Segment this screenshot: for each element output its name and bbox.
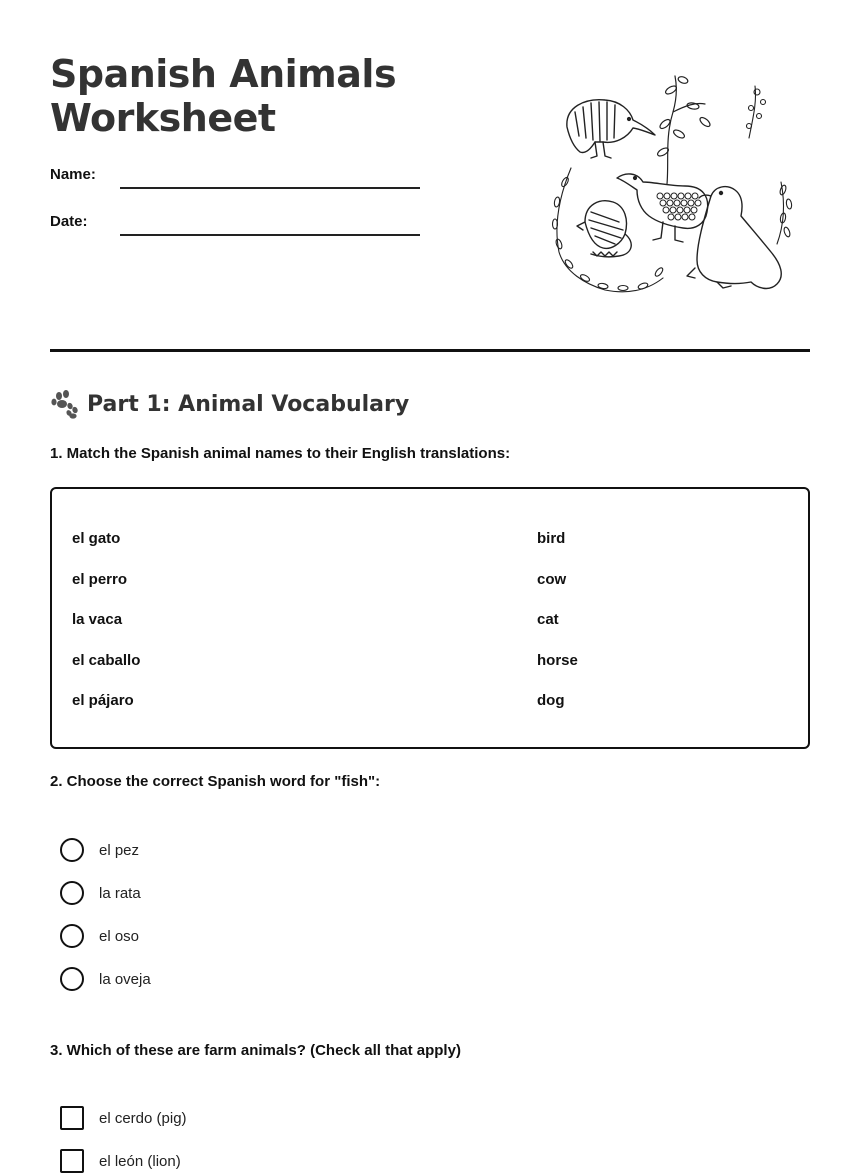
left-foliage-illustration [553, 168, 665, 292]
spanish-word[interactable]: el caballo [72, 651, 141, 669]
scaly-bird-illustration [617, 174, 708, 242]
spanish-word[interactable]: la vaca [72, 611, 123, 628]
checkbox[interactable] [60, 1149, 84, 1173]
date-field[interactable] [120, 234, 420, 236]
part1-heading [50, 386, 409, 422]
plant-illustration [656, 75, 711, 184]
radio-button[interactable] [60, 967, 84, 991]
right-foliage-illustration [777, 182, 792, 244]
option-label: el cerdo (pig) [99, 1109, 187, 1127]
option-label: la oveja [99, 970, 151, 988]
english-word[interactable]: horse [537, 651, 578, 669]
option-label: la rata [99, 884, 141, 902]
english-word[interactable]: dog [537, 692, 565, 709]
q2-option[interactable] [60, 923, 139, 949]
flower-illustration [747, 86, 766, 138]
option-label: el oso [99, 927, 140, 945]
matching-box [50, 487, 810, 749]
part1-title: Part 1: Animal Vocabulary [87, 391, 410, 417]
checkbox[interactable] [60, 1106, 84, 1130]
spanish-column [72, 529, 140, 732]
q2-option[interactable] [60, 966, 151, 992]
page-title: Spanish Animals Worksheet [50, 52, 397, 140]
animals-illustration [545, 72, 795, 304]
english-word[interactable]: cat [537, 611, 559, 628]
q2-option[interactable] [60, 880, 141, 906]
name-field[interactable] [120, 187, 420, 189]
q1-prompt: 1. Match the Spanish animal names to their English translations: [50, 445, 511, 462]
q2-option[interactable] [60, 837, 139, 863]
q3-option[interactable] [60, 1148, 181, 1174]
date-label: Date: [50, 213, 88, 230]
radio-button[interactable] [60, 924, 84, 948]
option-label: el león (lion) [99, 1152, 181, 1170]
spanish-word[interactable]: el perro [72, 570, 128, 588]
spanish-word[interactable]: el pájaro [72, 692, 134, 709]
q3-option[interactable] [60, 1105, 187, 1131]
spanish-word[interactable]: el gato [72, 530, 121, 547]
paw-icon [50, 389, 80, 419]
armadillo-illustration [577, 201, 631, 257]
english-word[interactable]: cow [537, 570, 567, 588]
header-divider [50, 349, 810, 352]
radio-button[interactable] [60, 838, 84, 862]
q2-prompt: 2. Choose the correct Spanish word for "fish": [50, 773, 381, 790]
q3-prompt: 3. Which of these are farm animals? (Check all that apply) [50, 1042, 461, 1059]
english-column [537, 529, 578, 732]
name-label: Name: [50, 166, 96, 183]
english-word[interactable]: bird [537, 530, 566, 547]
option-label: el pez [99, 841, 140, 859]
kiwi-illustration [567, 100, 655, 158]
radio-button[interactable] [60, 881, 84, 905]
